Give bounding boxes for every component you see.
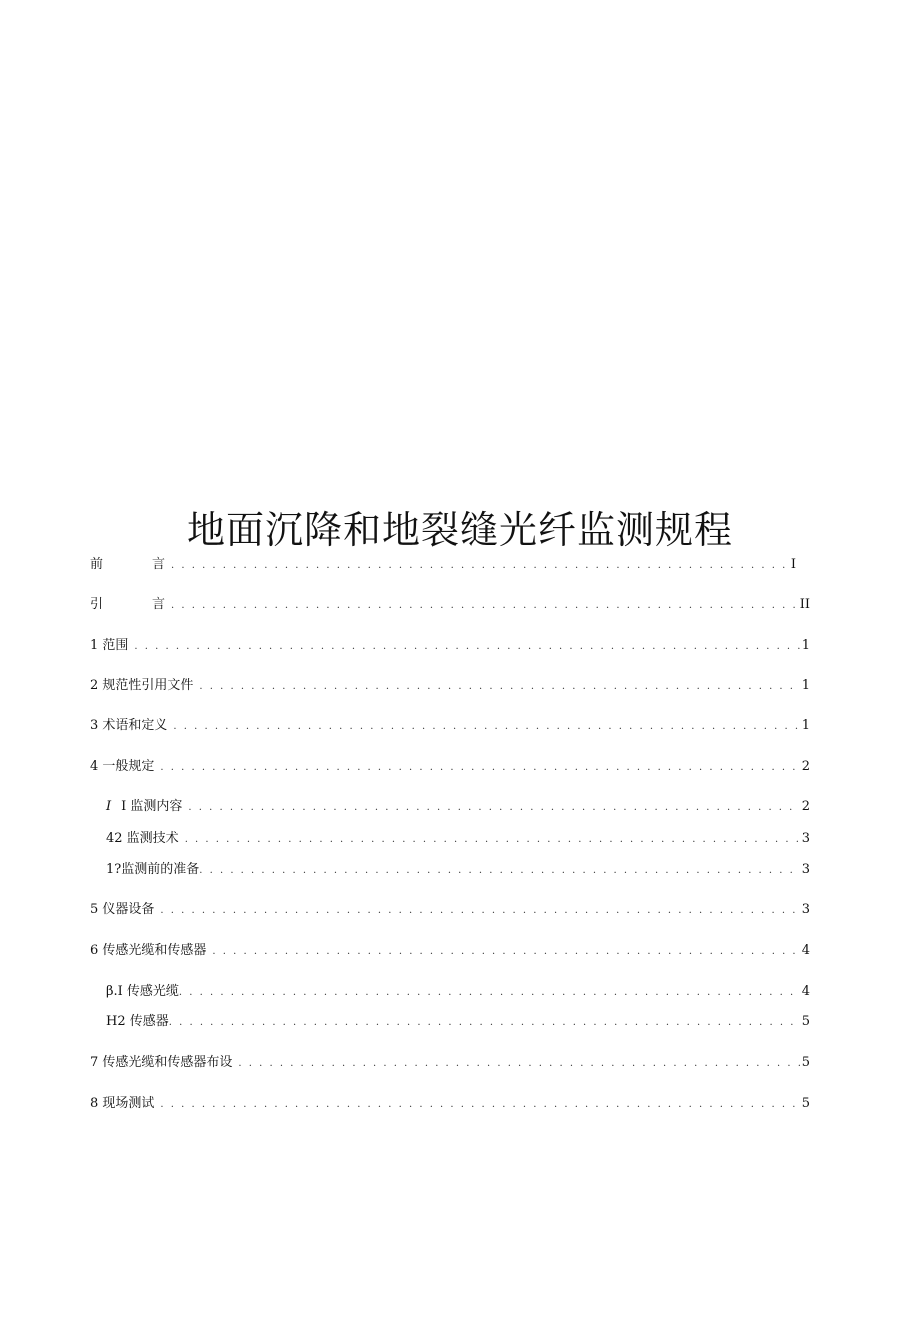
toc-entry-monitoring-technology[interactable] bbox=[106, 829, 810, 849]
toc-entry-label: 前 言 bbox=[90, 557, 165, 572]
toc-dot-leader bbox=[199, 861, 799, 881]
toc-dot-leader bbox=[179, 983, 800, 1003]
toc-entry-normative-references[interactable] bbox=[90, 676, 810, 696]
toc-entry-foreword[interactable] bbox=[90, 555, 796, 575]
toc-entry-instruments-equipment[interactable] bbox=[90, 900, 810, 920]
toc-entry-label: 1 范围 bbox=[90, 638, 129, 653]
toc-entry-introduction[interactable] bbox=[90, 595, 810, 615]
toc-entry-field-testing[interactable] bbox=[90, 1094, 810, 1114]
toc-dot-leader bbox=[171, 556, 789, 576]
toc-page-number: 4 bbox=[801, 943, 810, 958]
toc-entry-label: 42 监测技术 bbox=[106, 831, 179, 846]
toc-dot-leader bbox=[169, 1013, 800, 1033]
toc-page-number: 5 bbox=[801, 1096, 810, 1111]
toc-entry-label: H2 传感器 bbox=[106, 1014, 169, 1029]
toc-dot-leader bbox=[238, 1054, 799, 1074]
toc-entry-pre-monitoring-preparation[interactable] bbox=[106, 860, 810, 880]
toc-page-number: 4 bbox=[801, 984, 810, 999]
toc-dot-leader bbox=[160, 901, 799, 921]
toc-page-number: 5 bbox=[801, 1014, 810, 1029]
toc-entry-terms-definitions[interactable] bbox=[90, 716, 810, 736]
toc-dot-leader bbox=[160, 758, 799, 778]
toc-page-number: 1 bbox=[801, 638, 810, 653]
toc-entry-label: β.I 传感光缆 bbox=[106, 984, 179, 999]
toc-dot-leader bbox=[173, 717, 799, 737]
toc-dot-leader bbox=[212, 942, 799, 962]
toc-dot-leader bbox=[199, 677, 799, 697]
toc-entry-label: 7 传感光缆和传感器布设 bbox=[90, 1055, 233, 1070]
toc-entry-label: 3 术语和定义 bbox=[90, 718, 168, 733]
toc-page-number: 3 bbox=[801, 862, 810, 877]
toc-entry-monitoring-content[interactable] bbox=[106, 797, 810, 817]
toc-page-number: 5 bbox=[801, 1055, 810, 1070]
toc-dot-leader bbox=[188, 798, 799, 818]
toc-entry-cable-sensor-layout[interactable] bbox=[90, 1053, 810, 1073]
toc-dot-leader bbox=[160, 1095, 799, 1115]
toc-entry-label: 5 仪器设备 bbox=[90, 902, 155, 917]
toc-entry-sensing-cables-sensors[interactable] bbox=[90, 941, 810, 961]
toc-page-number: 3 bbox=[801, 902, 810, 917]
toc-page-number: 3 bbox=[801, 831, 810, 846]
toc-dot-leader bbox=[171, 596, 798, 616]
toc-page-number: 1 bbox=[801, 678, 810, 693]
toc-entry-label: 引 言 bbox=[90, 597, 165, 612]
toc-entry-sensors[interactable] bbox=[106, 1012, 810, 1032]
toc-page-number: 2 bbox=[801, 799, 810, 814]
toc-dot-leader bbox=[185, 830, 800, 850]
toc-page-number: II bbox=[799, 597, 810, 612]
toc-page-number: 2 bbox=[801, 759, 810, 774]
toc-entry-label: 2 规范性引用文件 bbox=[90, 678, 194, 693]
toc-entry-sensing-cables[interactable] bbox=[106, 982, 810, 1002]
toc-entry-label: 6 传感光缆和传感器 bbox=[90, 943, 207, 958]
toc-entry-label: 4 一般规定 bbox=[90, 759, 155, 774]
toc-page-number: 1 bbox=[801, 718, 810, 733]
toc-entry-scope[interactable] bbox=[90, 636, 810, 656]
toc-entry-label: 1?监测前的准备 bbox=[106, 862, 200, 877]
toc-entry-label: 8 现场测试 bbox=[90, 1096, 155, 1111]
toc-dot-leader bbox=[134, 637, 799, 657]
document-title: 地面沉降和地裂缝光纤监测规程 bbox=[186, 508, 733, 552]
toc-entry-label: I I 监测内容 bbox=[106, 799, 183, 814]
toc-entry-general-provisions[interactable] bbox=[90, 757, 810, 777]
toc-page-number: I bbox=[790, 557, 796, 572]
